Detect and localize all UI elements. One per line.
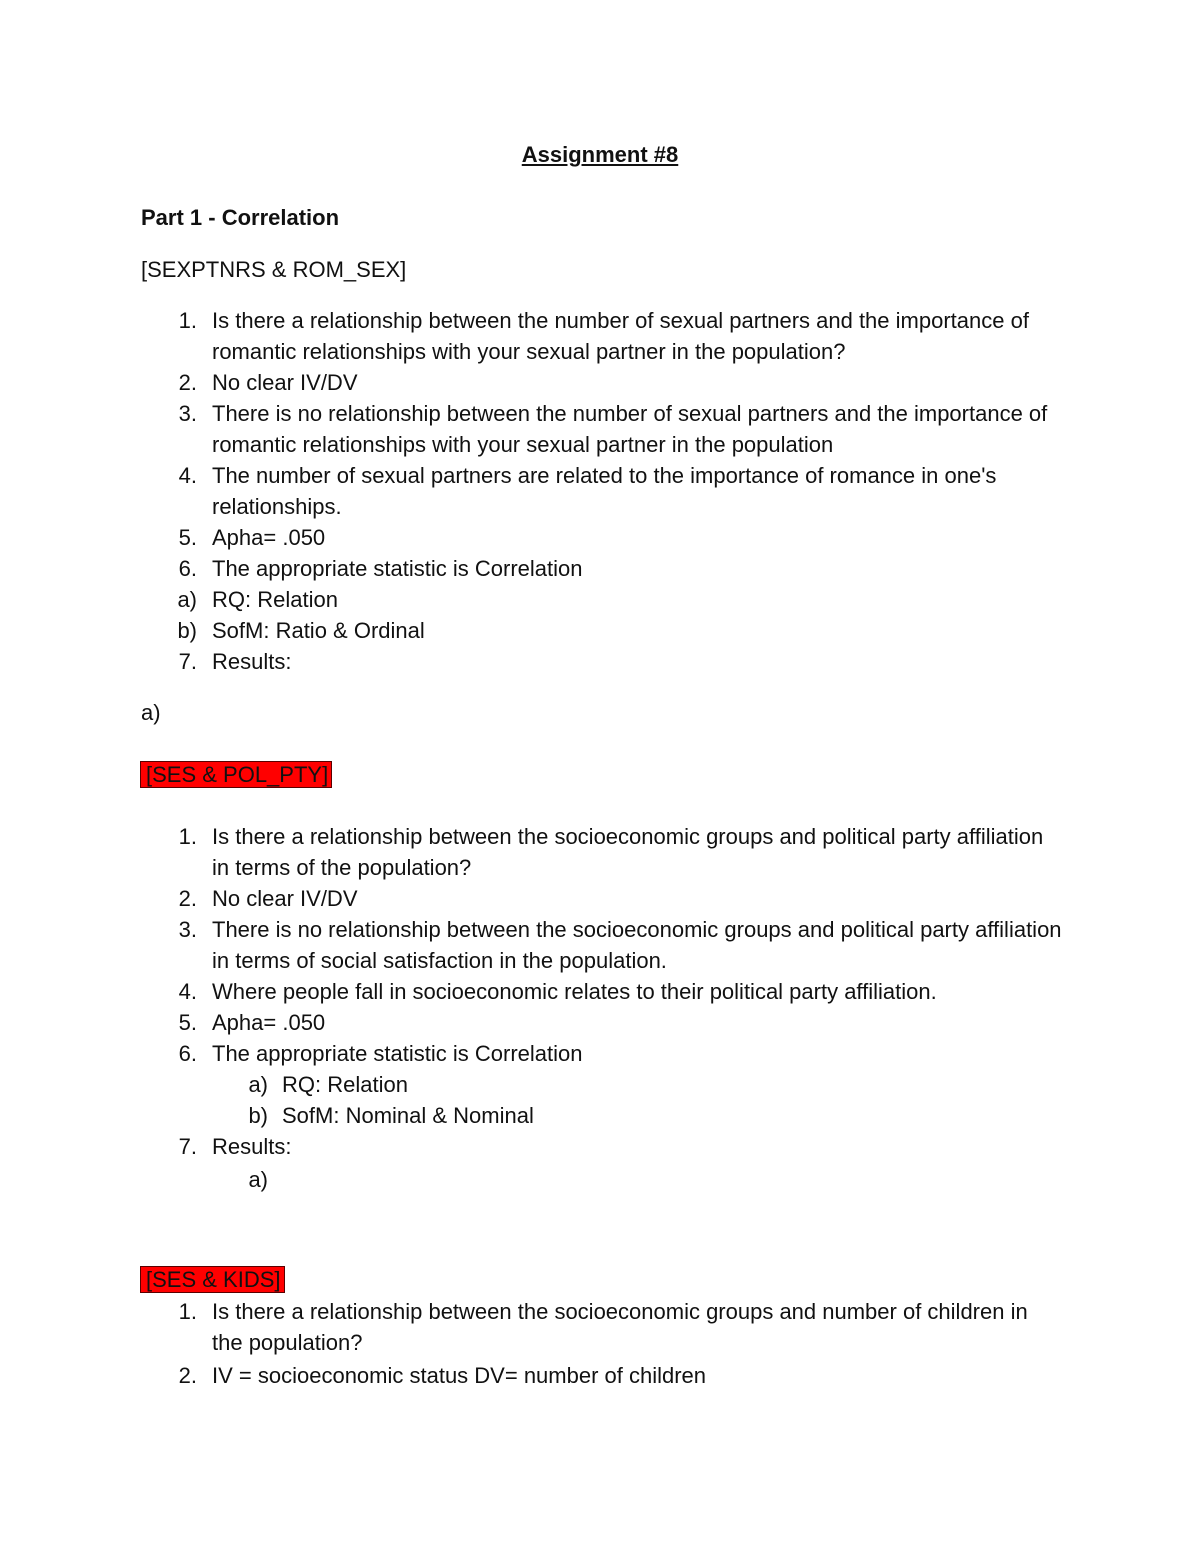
list-item: 1. Is there a relationship between the socioeconomic groups and political party affiliation in terms of the population? xyxy=(178,824,1044,880)
list-item: 5. Apha= .050 xyxy=(178,1010,326,1035)
list-item: 6. The appropriate statistic is Correlation xyxy=(178,556,583,581)
list-item: 7. Results: xyxy=(178,649,292,674)
section-label-ses-kids: [SES & KIDS] xyxy=(141,1266,284,1294)
list-item: 2. IV = socioeconomic status DV= number of children xyxy=(178,1363,707,1388)
list-item: a) RQ: Relation xyxy=(177,587,338,612)
list-item: 2. No clear IV/DV xyxy=(178,886,358,911)
section1-list xyxy=(0,305,1062,677)
list-item: 1. Is there a relationship between the number of sexual partners and the importance of romantic relationships with your sexual partner in the population? xyxy=(178,308,1029,364)
section3-list xyxy=(0,1296,1062,1391)
section2-list xyxy=(0,821,1062,1195)
list-item: b) SofM: Ratio & Ordinal xyxy=(177,618,425,643)
list-item: a) RQ: Relation xyxy=(248,1072,408,1097)
results-a-marker: a) xyxy=(141,700,161,725)
list-item: 5. Apha= .050 xyxy=(178,525,326,550)
list-item: 2. No clear IV/DV xyxy=(178,370,358,395)
list-item: 7. Results: xyxy=(178,1134,292,1159)
list-item: 1. Is there a relationship between the socioeconomic groups and number of children in the population? xyxy=(178,1299,1028,1355)
list-item: b) SofM: Nominal & Nominal xyxy=(248,1103,534,1128)
list-item: 4. The number of sexual partners are related to the importance of romance in one's relationships. xyxy=(178,463,997,519)
list-item: 4. Where people fall in socioeconomic relates to their political party affiliation. xyxy=(178,979,937,1004)
list-item: 3. There is no relationship between the number of sexual partners and the importance of romantic relationships with your sexual partner in the population xyxy=(178,401,1048,457)
list-item: a) xyxy=(248,1167,268,1192)
list-item: 6. The appropriate statistic is Correlation xyxy=(178,1041,583,1066)
page-title: Assignment #8 xyxy=(521,142,679,167)
part-heading: Part 1 - Correlation xyxy=(141,205,340,230)
section-label-ses-pol-pty: [SES & POL_PTY] xyxy=(141,761,331,789)
section-label-sexptnrs: [SEXPTNRS & ROM_SEX] xyxy=(141,257,407,282)
list-item: 3. There is no relationship between the socioeconomic groups and political party affiliation in terms of social satisfaction in the population. xyxy=(178,917,1062,973)
